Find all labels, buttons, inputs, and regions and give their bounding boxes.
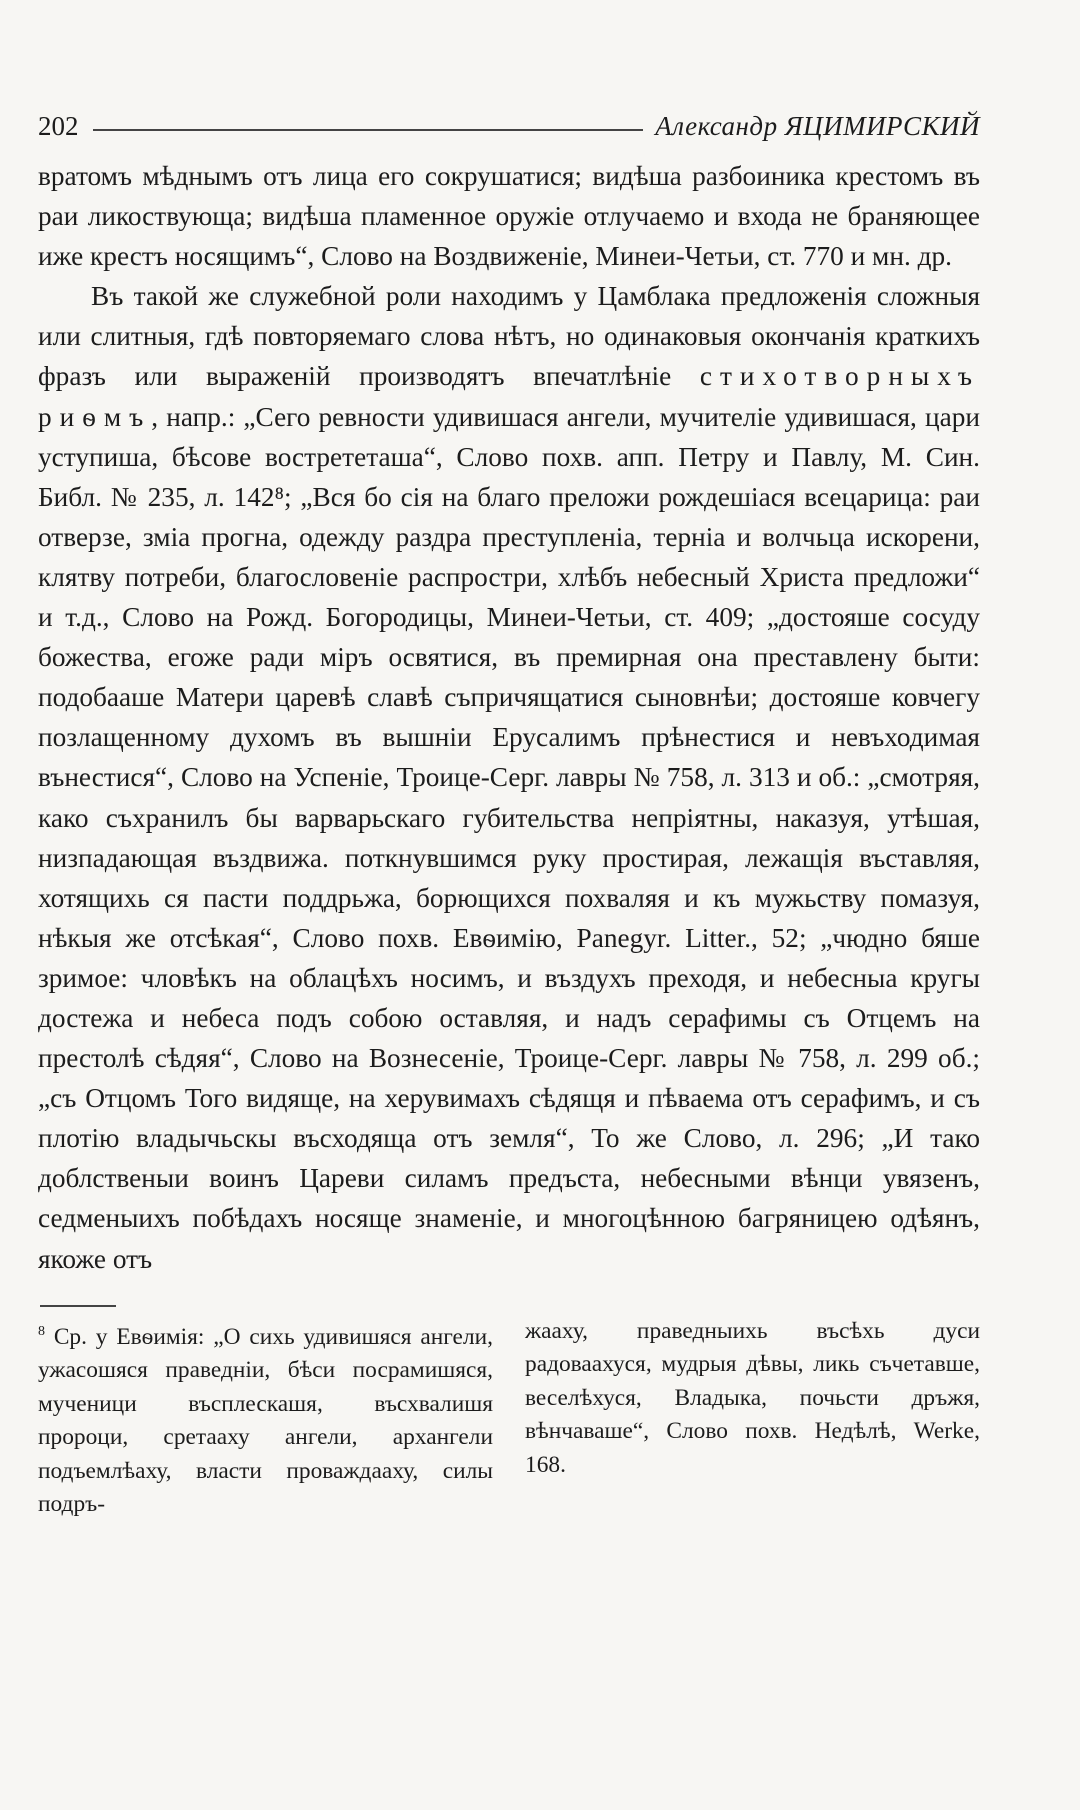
page <box>38 106 980 1522</box>
footnote-rule <box>40 1305 116 1307</box>
paragraph-1: вратомъ мѣднымъ отъ лица его сокрушатися; видѣша разбоиника крестомъ въ раи ликоствующа; видѣша пламенное оружіе отлучаемо и входа не браняющее иже крестъ носящимъ“, Слово на Воздвиженіе, Минеи-Четьи, ст. 770 и мн. др. <box>38 161 980 272</box>
paragraph-2-rest: , напр.: „Сего ревности удивишася ангели, мучителіе удивишася, цари уступиша, бѣсове вострететаша“, Слово похв. апп. Петру и Павлу, М. Син. Библ. № 235, л. 142⁸; „Вся бо сія на благо преложи рождешіася всецарица: раи отверзе, зміа прогна, одежду раздра преступленіа, терніа и волчьца искорени, клятву потреби, благословеніе распростри, хлѣбъ небесный Христа предложи“ и т.д., Слово на Рожд. Богородицы, Минеи-Четьи, ст. 409; „достояше сосуду божества, егоже ради міръ освятися, въ премирная она преставлену быти: подобааше Матери царевѣ славѣ съпричящатися сыновнѣи; достояше ковчегу позлащенному духомъ въ вышніи Ерусалимъ прѣнестися и невъходимая вънестися“, Слово на Успеніе, Троице-Серг. лавры № 758, л. 313 и об.: „смотряя, како съхранилъ бы варварьскаго губительства непріятны, наказуя, утѣшая, низпадающая въздвижа. поткнувшимся руку простирая, лежащія въставляя, хотящихь ся пасти поддрьжа, борющихся похваляя и къ мужьству помазуя, нѣкыя же отсѣкая“, Слово похв. Евѳимію, Panegyr. Litter., 52; „чюдно бяше зримое: чловѣкъ на облацѣхъ носимъ, и въздухъ преходя, и небесныа кругы достежа и небеса подъ собою оставляя, и надъ серафимы съ Отцемъ на престолѣ сѣдяя“, Слово на Вознесеніе, Троице-Серг. лавры № 758, л. 299 об.; „съ Отцомъ Того видяще, на херувимахъ сѣдящя и пѣваема отъ серафимъ, и съ плотію владычьскы въсходяща отъ земля“, То же Слово, л. 296; „И тако доблственыи воинъ Цареви силамъ предъста, небесными вѣнци увязенъ, седменыихъ побѣдахъ носяще знаменіе, и многоцѣнною багряницею одѣянъ, якоже отъ <box>38 401 980 1274</box>
footnote-marker: 8 <box>38 1323 45 1339</box>
spaced-emphasis: стихотворныхъ риѳмъ <box>38 361 980 432</box>
paragraph-2 <box>38 276 980 1278</box>
footnote-column-right <box>525 1315 980 1522</box>
running-header <box>38 106 980 146</box>
page-number: 202 <box>38 110 79 141</box>
running-author: Александр ЯЦИМИРСКИЙ <box>655 110 980 141</box>
footnotes <box>38 1315 980 1522</box>
header-rule <box>93 129 644 131</box>
body-text <box>38 156 980 1279</box>
paragraph-2-start: Въ такой же служебной роли находимъ у Цамблака предложенія сложныя или слитныя, гдѣ повторяемаго слова нѣтъ, но одинаковыя окончанія краткихъ фразъ или выраженій производятъ впечатлѣніе <box>38 281 980 392</box>
footnote-text-1: Ср. у Евѳимія: „О сихь удивишяся ангели, ужасошяся праведніи, бѣси посрамишяся, мученици въсплескашя, въсхвалишя пророци, сретааху ангели, архангели подъемлѣаху, власти проваждааху, силы подръ- <box>38 1323 493 1518</box>
footnote-text-2: жааху, праведныихь въсѣхь дуси радоваахуся, мудрыя дѣвы, ликь съчетавше, веселѣхуся, Владыка, почьсти дръжя, вѣнчаваше“, Слово похв. Недѣлѣ, Werke, 168. <box>525 1317 980 1478</box>
footnote-column-left <box>38 1315 493 1522</box>
